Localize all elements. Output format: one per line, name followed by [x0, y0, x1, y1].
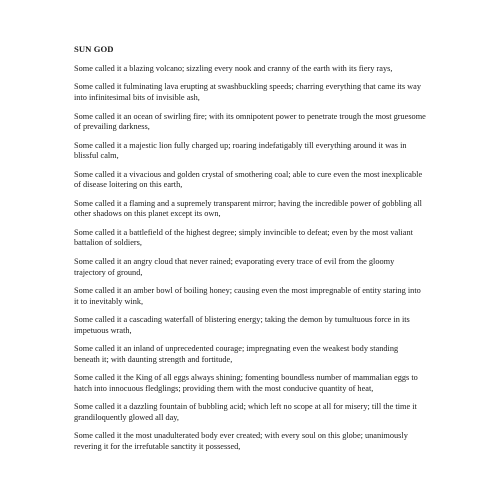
stanza-10: Some called it a cascading waterfall of blistering energy; taking the demon by tumultuous force in its impetuous wrath,	[74, 315, 410, 335]
document-title: SUN GOD	[74, 44, 114, 54]
stanza-8: Some called it an angry cloud that never rained; evaporating every trace of evil from the gloomy trajectory of ground,	[74, 256, 395, 277]
stanza-13: Some called it a dazzling fountain of bubbling acid; which left no scope at all for misery; till the time it grandiloquently glowed all day,	[74, 402, 417, 422]
stanza-7: Some called it a battlefield of the highest degree; simply invincible to defeat; even by the most valiant battalion of soldiers,	[74, 227, 413, 248]
stanza-2: Some called it fulminating lava erupting at swashbuckling speeds; charring everything that came its way into infinitesimal bits of invisible ash,	[74, 82, 421, 103]
stanza-6: Some called it a flaming and a supremely transparent mirror; having the incredible power of gobbling all other shadows on this planet except its own,	[74, 198, 422, 219]
stanza-14: Some called it the most unadulterated body ever created; with every soul on this globe; unanimously revering it for the irrefutable sanctity it possessed,	[74, 431, 408, 452]
stanza-12: Some called it the King of all eggs always shining; fomenting boundless number of mammalian eggs to hatch into innocuous fledglings; providing them with the most conducive quantity of heat,	[74, 373, 418, 393]
stanza-5: Some called it a vivacious and golden crystal of smothering coal; able to cure even the most inexplicable of disease loitering on this earth,	[74, 169, 423, 190]
document-page	[74, 44, 426, 461]
stanza-3: Some called it an ocean of swirling fire; with its omnipotent power to penetrate trough the most gruesome of prevailing darkness,	[74, 111, 426, 132]
stanza-list	[74, 64, 426, 453]
stanza-1: Some called it a blazing volcano; sizzling every nook and cranny of the earth with its fiery rays,	[74, 64, 393, 73]
stanza-11: Some called it an inland of unprecedented courage; impregnating even the weakest body standing beneath it; with daunting strength and fortitude,	[74, 344, 399, 364]
stanza-4: Some called it a majestic lion fully charged up; roaring indefatigably till everything around it was in blissful calm,	[74, 140, 407, 161]
stanza-9: Some called it an amber bowl of boiling honey; causing even the most impregnable of entity staring into it to inevitably wink,	[74, 286, 421, 306]
